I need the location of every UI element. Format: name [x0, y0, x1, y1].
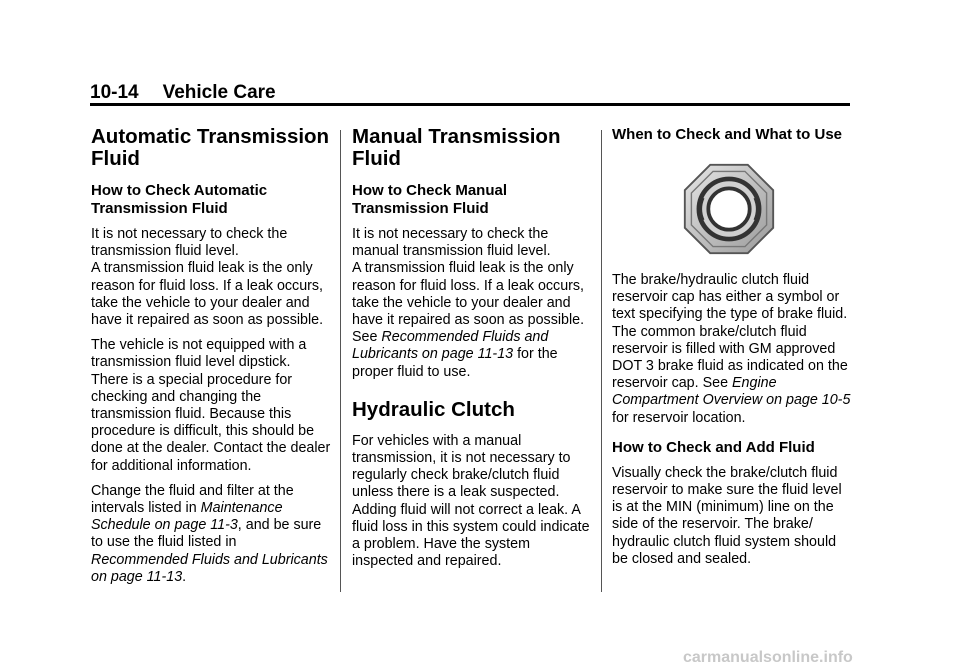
column-divider — [601, 130, 602, 592]
paragraph — [352, 226, 592, 381]
text: A transmission fluid leak is the only reason for fluid loss. If a leak occurs, take the vehicle to your dealer and have it repaired as soon as possible. — [91, 260, 324, 329]
paragraph: Visually check the brake/clutch fluid reservoir to make sure the fluid level is at the MIN (minimum) line on the side of the reservoir. The brake/ hydraulic clutch fluid system should be closed and sealed. — [612, 464, 842, 567]
subheading-check-manual: How to Check Manual Transmission Fluid — [352, 182, 508, 217]
text: for reservoir location. — [612, 409, 746, 426]
heading-hydraulic-clutch: Hydraulic Clutch — [352, 397, 515, 421]
column-2 — [352, 126, 592, 578]
paragraph — [91, 483, 331, 586]
brake-fluid-cap-icon — [682, 162, 776, 256]
text: It is not necessary to check the transmission fluid level. — [91, 226, 288, 260]
link-recommended-fluids[interactable]: Recommended Fluids and Lubricants on page 11-13 — [352, 329, 549, 363]
column-1 — [91, 126, 331, 594]
text: A transmission fluid leak is the only reason for fluid loss. If a leak occurs, take the vehicle to your dealer and have it repaired as soon as possible. See — [352, 260, 585, 346]
link-maintenance-schedule[interactable]: Maintenance Schedule on page 11-3 — [91, 500, 283, 534]
text: . — [182, 568, 187, 585]
subheading-when-to-check: When to Check and What to Use — [612, 126, 843, 143]
link-recommended-fluids[interactable]: Recommended Fluids and Lubricants on page 11-13 — [91, 551, 328, 585]
text: The brake/hydraulic clutch fluid reservoir cap has either a symbol or text specifying the type of brake fluid. The common brake/clutch fluid reservoir is filled with GM approved DOT 3 brake fluid as indicated on the reservoir cap. See — [612, 272, 848, 392]
watermark: carmanualsonline.info — [683, 649, 853, 666]
link-engine-compartment[interactable]: Engine Compartment Overview on page 10-5 — [612, 375, 851, 409]
subheading-check-add-fluid: How to Check and Add Fluid — [612, 438, 815, 456]
text: It is not necessary to check the manual transmission fluid level. — [352, 226, 551, 260]
paragraph — [91, 226, 331, 329]
page-number: 10-14 — [90, 82, 139, 103]
column-divider — [340, 130, 341, 592]
header-rule — [90, 103, 850, 106]
paragraph — [612, 272, 852, 427]
subheading-check-automatic: How to Check Automatic Transmission Fluid — [91, 182, 268, 217]
text: for the proper fluid to use. — [352, 346, 558, 380]
text: , and be sure to use the fluid listed in — [91, 517, 322, 551]
paragraph: For vehicles with a manual transmission, it is not necessary to regularly check brake/clutch fluid unless there is a leak suspected. Adding fluid will not correct a leak. A fluid loss in this system could indicate a problem. Have the system inspected and repaired. — [352, 432, 590, 570]
paragraph: The vehicle is not equipped with a transmission fluid level dipstick. There is a special procedure for checking and changing the transmission fluid. Because this procedure is difficult, this should be done at the dealer. Contact the dealer for additional information. — [91, 337, 331, 474]
heading-manual-transmission-fluid: Manual Transmission Fluid — [352, 125, 561, 170]
text: Change the fluid and filter at the intervals listed in — [91, 482, 294, 517]
column-3 — [612, 126, 852, 576]
section-title: Vehicle Care — [162, 82, 276, 103]
heading-automatic-transmission-fluid: Automatic Transmission Fluid — [91, 125, 330, 170]
page-header — [90, 82, 850, 104]
